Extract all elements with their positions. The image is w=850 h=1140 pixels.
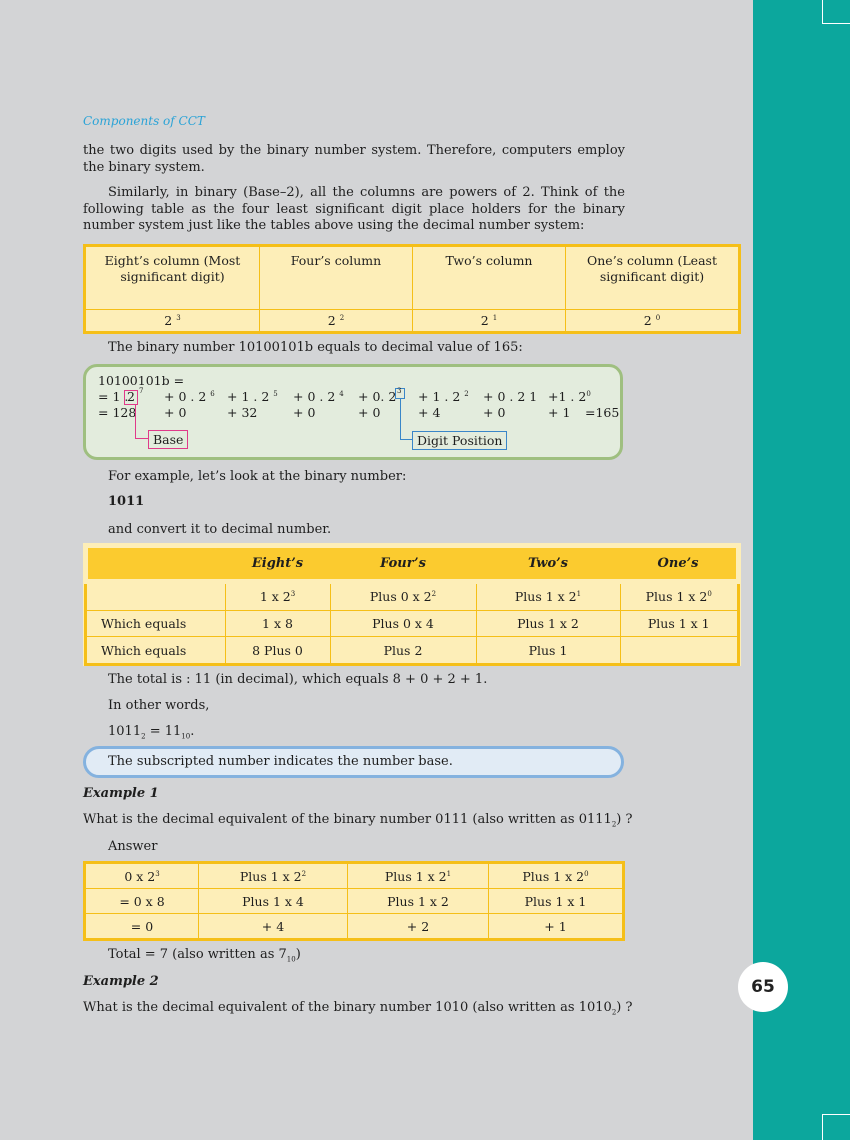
table-header-cell: Four’s column xyxy=(260,246,413,310)
base-connector-line xyxy=(135,405,149,439)
answer-label: Answer xyxy=(108,839,158,854)
table-cell: 2 $^0$ xyxy=(566,310,740,333)
table-cell: + 4 xyxy=(199,914,348,940)
crop-mark-top xyxy=(822,0,850,24)
table-cell: Plus 0 x $2^2$ xyxy=(330,581,476,610)
note-box: The subscripted number indicates the number base. xyxy=(83,746,624,778)
table-cell: = 0 x 8 xyxy=(85,889,199,914)
table-cell: Plus 1 x $2^0$ xyxy=(489,863,624,889)
expansion-line-1: 10100101b = xyxy=(98,373,185,388)
binary-example-number: 1011 xyxy=(108,494,145,509)
base-label: Base xyxy=(148,430,188,449)
table-cell: Plus 2 xyxy=(330,637,476,665)
highlight-exponent: 7 xyxy=(139,387,144,395)
digit-position-label: Digit Position xyxy=(412,431,507,450)
expansion-term: + 0 . 2 $^4$ xyxy=(293,389,344,404)
highlight-base-digit: 2 xyxy=(127,389,135,404)
expansion-value: + 1 xyxy=(548,405,571,420)
table-cell: Which equals xyxy=(86,610,226,637)
binary-intro-text: The binary number 10100101b equals to decimal value of 165: xyxy=(108,340,523,355)
highlight-position-exponent: 3 xyxy=(397,387,402,395)
running-head: Components of CCT xyxy=(83,114,205,128)
total-text: The total is : 11 (in decimal), which equals 8 + 0 + 2 + 1. xyxy=(108,672,488,687)
table-cell: 2 $^2$ xyxy=(260,310,413,333)
other-words-text: In other words, xyxy=(108,698,210,713)
example-2-question: What is the decimal equivalent of the binary number 1010 (also written as $1010_2$) ? xyxy=(83,1000,633,1017)
expansion-term: + 1 . 2 $^2$ xyxy=(418,389,469,404)
expansion-start: = 1 . xyxy=(98,389,129,404)
table-cell: Plus 1 x $2^1$ xyxy=(476,581,620,610)
binary-conversion-table xyxy=(83,543,741,666)
table-cell: Plus 1 x 2 xyxy=(476,610,620,637)
convert-text: and convert it to decimal number. xyxy=(108,522,332,537)
digit-position-connector-line xyxy=(400,399,412,440)
expansion-value: = 128 xyxy=(98,405,137,420)
page-number: 65 xyxy=(738,962,788,1012)
paragraph-1: the two digits used by the binary number system. Therefore, computers employ the binary system. xyxy=(83,143,625,175)
table-cell: Plus 1 x 1 xyxy=(489,889,624,914)
expansion-term: + 0 . 2 $^6$ xyxy=(164,389,215,404)
paragraph-2: Similarly, in binary (Base–2), all the columns are powers of 2. Think of the following table as the four least significant digit place holders for the binary number system just like the tables above using the decimal number system: xyxy=(83,185,625,233)
table-cell xyxy=(86,581,226,610)
expansion-value: + 0 xyxy=(358,405,381,420)
table-cell xyxy=(620,637,739,665)
table-cell: 0 x $2^3$ xyxy=(85,863,199,889)
expansion-term: + 0 . 2 1 xyxy=(483,389,538,404)
expansion-term: +1 . $2^0$ xyxy=(548,389,591,404)
example-1-heading: Example 1 xyxy=(83,786,159,801)
table-cell: + 2 xyxy=(348,914,489,940)
table-header-cell: One’s xyxy=(620,546,739,582)
table-cell: 1 x $2^3$ xyxy=(225,581,330,610)
example-intro-text: For example, let’s look at the binary number: xyxy=(108,469,407,484)
table-cell: Which equals xyxy=(86,637,226,665)
crop-mark-bottom xyxy=(822,1114,850,1140)
total-2-text: Total = 7 (also written as $7_{10}$) xyxy=(108,947,301,964)
table-cell: Plus 1 x $2^0$ xyxy=(620,581,739,610)
table-cell: Plus 1 x 2 xyxy=(348,889,489,914)
table-cell: Plus 0 x 4 xyxy=(330,610,476,637)
table-cell: 2 $^1$ xyxy=(413,310,566,333)
table-cell: Plus 1 x 1 xyxy=(620,610,739,637)
expansion-value: + 0 xyxy=(164,405,187,420)
expansion-term: + 1 . 2 $^5$ xyxy=(227,389,278,404)
powers-of-two-table xyxy=(83,244,741,334)
expansion-result: =165 xyxy=(585,405,620,420)
table-cell: 1 x 8 xyxy=(225,610,330,637)
table-cell: + 1 xyxy=(489,914,624,940)
expansion-value: + 0 xyxy=(483,405,506,420)
table-header-cell: Eight’s xyxy=(225,546,330,582)
table-header-cell: Two’s column xyxy=(413,246,566,310)
table-cell: 2 $^3$ xyxy=(85,310,260,333)
base-equation: $1011_2 = 11_{10}$. xyxy=(108,724,195,741)
expansion-value: + 32 xyxy=(227,405,258,420)
table-header-cell: Four’s xyxy=(330,546,476,582)
table-header-cell: Two’s xyxy=(476,546,620,582)
table-cell: 8 Plus 0 xyxy=(225,637,330,665)
table-cell: = 0 xyxy=(85,914,199,940)
table-header-cell: One’s column (Least significant digit) xyxy=(566,246,740,310)
example-1-question: What is the decimal equivalent of the binary number 0111 (also written as $0111_2$) ? xyxy=(83,812,633,829)
table-cell: Plus 1 x 4 xyxy=(199,889,348,914)
table-cell: Plus 1 x $2^1$ xyxy=(348,863,489,889)
expansion-value: + 4 xyxy=(418,405,441,420)
expansion-value: + 0 xyxy=(293,405,316,420)
table-cell: Plus 1 xyxy=(476,637,620,665)
expansion-term: + 0. 2 xyxy=(358,389,397,404)
table-header-cell xyxy=(86,546,226,582)
table-header-cell: Eight’s column (Most significant digit) xyxy=(85,246,260,310)
example-2-heading: Example 2 xyxy=(83,974,159,989)
table-cell: Plus 1 x $2^2$ xyxy=(199,863,348,889)
answer-table xyxy=(83,861,625,941)
